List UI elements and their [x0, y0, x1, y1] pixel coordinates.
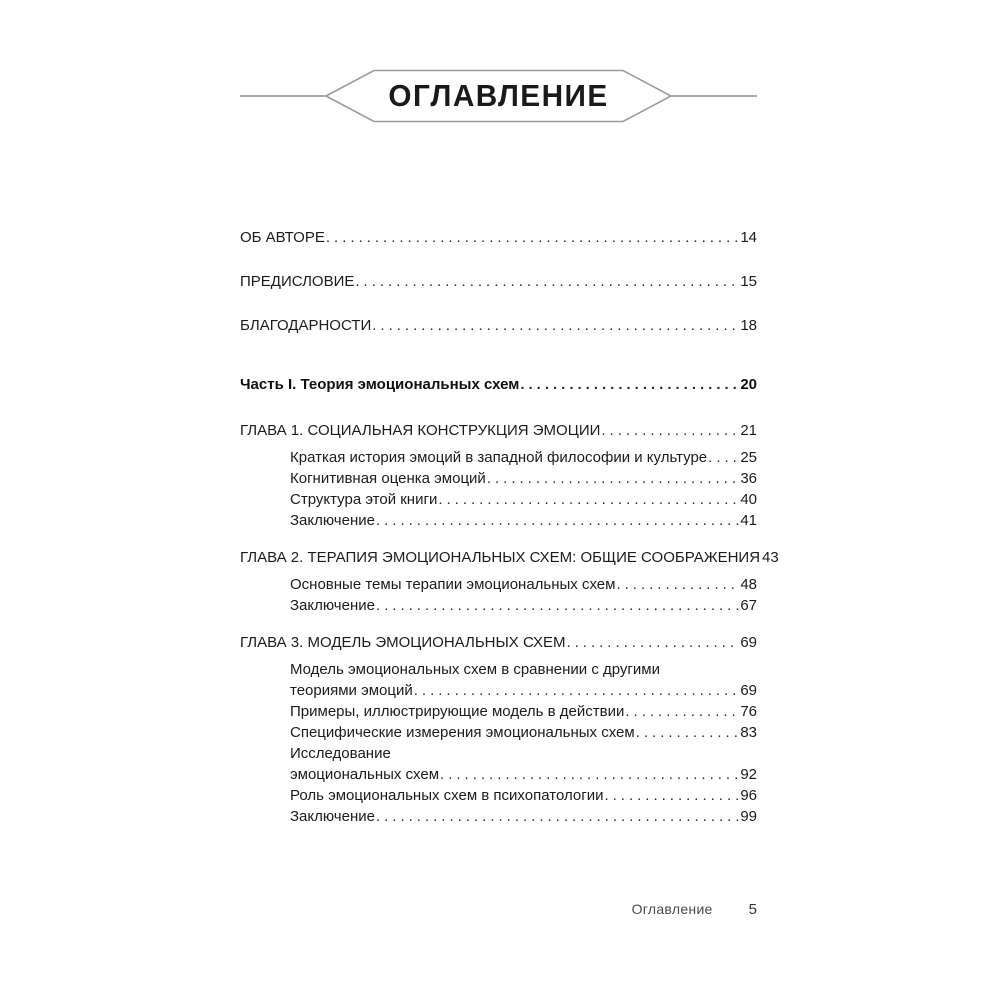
toc-entry-label: эмоциональных схем: [290, 766, 440, 783]
toc-entry-row: [240, 510, 757, 531]
page-footer: [240, 901, 757, 918]
dot-leader: [636, 722, 740, 743]
toc-entry-label: Основные темы терапии эмоциональных схем: [290, 576, 616, 593]
dot-leader: [604, 785, 739, 806]
toc-entry-label: Заключение: [290, 597, 375, 614]
toc-page-number: 18: [740, 317, 757, 334]
dot-leader: [372, 315, 739, 336]
toc-page-number: 67: [740, 597, 757, 614]
toc-entry-label: ПРЕДИСЛОВИЕ: [240, 273, 355, 290]
toc-page-number: 76: [740, 703, 757, 720]
toc-page-number: 48: [740, 576, 757, 593]
toc-entry-row: [240, 595, 757, 616]
toc-page-number: 40: [740, 491, 757, 508]
toc-page-number: 41: [740, 512, 757, 529]
dot-leader: [438, 489, 739, 510]
toc-entry-row: [240, 785, 757, 806]
toc-page-number: 14: [740, 229, 757, 246]
table-of-contents: [240, 227, 779, 827]
toc-entry-row: [240, 374, 757, 395]
toc-entry-row: [240, 315, 757, 336]
toc-entry-label: ГЛАВА 2. ТЕРАПИЯ ЭМОЦИОНАЛЬНЫХ СХЕМ: ОБЩИЕ СООБРАЖЕНИЯ: [240, 549, 761, 566]
toc-entry-label: Часть I. Теория эмоциональных схем: [240, 376, 520, 393]
dot-leader: [487, 468, 740, 489]
dot-leader: [616, 574, 739, 595]
dot-leader: [355, 271, 739, 292]
toc-entry-label: Специфические измерения эмоциональных схем: [290, 724, 635, 741]
toc-entry-row: [240, 722, 757, 743]
toc-entry-label: теориями эмоций: [290, 682, 413, 699]
toc-page-number: 43: [762, 549, 779, 566]
toc-entry-label: Структура этой книги: [290, 491, 438, 508]
dot-leader: [601, 420, 739, 441]
toc-entry-row: [240, 227, 757, 248]
toc-page-number: 96: [740, 787, 757, 804]
dot-leader: [566, 632, 739, 653]
toc-entry-label: ОБ АВТОРЕ: [240, 229, 325, 246]
toc-entry-row: [240, 574, 757, 595]
toc-entry-row: [240, 659, 757, 680]
toc-page-number: 99: [740, 808, 757, 825]
page-title: ОГЛАВЛЕНИЕ: [388, 78, 609, 113]
toc-entry-row: [240, 489, 757, 510]
dot-leader: [376, 595, 739, 616]
dot-leader: [708, 447, 739, 468]
dot-leader: [625, 701, 739, 722]
dot-leader: [440, 764, 739, 785]
toc-entry-label: Примеры, иллюстрирующие модель в действии: [290, 703, 625, 720]
footer-section-label: Оглавление: [631, 901, 713, 917]
toc-page-number: 15: [740, 273, 757, 290]
toc-entry-label: Исследование: [290, 745, 391, 762]
toc-entry-label: Модель эмоциональных схем в сравнении с другими: [290, 661, 660, 678]
toc-entry-label: ГЛАВА 3. МОДЕЛЬ ЭМОЦИОНАЛЬНЫХ СХЕМ: [240, 634, 566, 651]
toc-entry-label: БЛАГОДАРНОСТИ: [240, 317, 372, 334]
toc-page-number: 69: [740, 682, 757, 699]
toc-entry-row: [240, 701, 757, 722]
dot-leader: [326, 227, 739, 248]
toc-entry-row: [240, 547, 779, 568]
toc-entry-row-continuation: [240, 680, 757, 701]
toc-entry-row: [240, 447, 757, 468]
toc-entry-row: [240, 806, 757, 827]
toc-page-number: 92: [740, 766, 757, 783]
toc-entry-label: Заключение: [290, 808, 375, 825]
toc-page-number: 83: [740, 724, 757, 741]
toc-entry-row: [240, 743, 757, 764]
toc-entry-label: Заключение: [290, 512, 375, 529]
toc-page-number: 25: [740, 449, 757, 466]
chapter-heading-banner: [240, 69, 757, 123]
toc-page-number: 21: [740, 422, 757, 439]
toc-entry-label: Краткая история эмоций в западной философии и культуре: [290, 449, 708, 466]
toc-entry-label: ГЛАВА 1. СОЦИАЛЬНАЯ КОНСТРУКЦИЯ ЭМОЦИИ: [240, 422, 601, 439]
toc-page-number: 69: [740, 634, 757, 651]
dot-leader: [520, 374, 739, 395]
toc-entry-row: [240, 271, 757, 292]
toc-page-number: 36: [740, 470, 757, 487]
toc-entry-label: Роль эмоциональных схем в психопатологии: [290, 787, 604, 804]
toc-entry-row: [240, 632, 757, 653]
toc-entry-label: Когнитивная оценка эмоций: [290, 470, 486, 487]
toc-entry-row: [240, 420, 757, 441]
dot-leader: [414, 680, 740, 701]
toc-entry-row-continuation: [240, 764, 757, 785]
dot-leader: [376, 510, 739, 531]
toc-page-number: 20: [740, 376, 757, 393]
toc-entry-row: [240, 468, 757, 489]
dot-leader: [376, 806, 739, 827]
footer-page-number: 5: [748, 901, 757, 918]
